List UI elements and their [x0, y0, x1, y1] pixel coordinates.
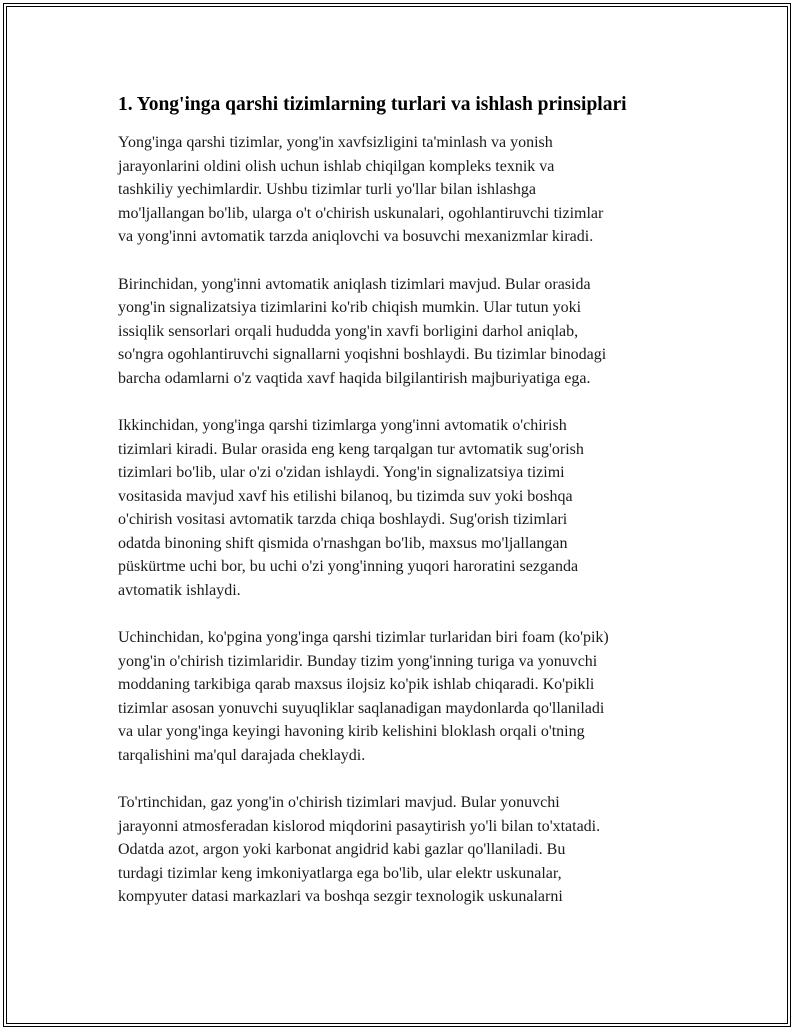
text-line: püskürtme uchi bor, bu uchi o'zi yong'inning yuqori haroratini sezganda	[118, 558, 579, 575]
text-line: odatda binoning shift qismida o'rnashgan bo'lib, maxsus mo'ljallangan	[118, 534, 568, 552]
text-line: issiqlik sensorlari orqali hududda yong'in xavfi borligini darhol aniqlab,	[118, 322, 579, 340]
text-line: Ikkinchidan, yong'inga qarshi tizimlarga yong'inni avtomatik o'chirish	[118, 417, 567, 434]
text-line: turdagi tizimlar keng imkoniyatlarga ega bo'lib, ular elektr uskunalar,	[118, 864, 562, 882]
text-line: va yong'inni avtomatik tarzda aniqlovchi va bosuvchi mexanizmlar kiradi.	[118, 228, 594, 245]
text-line: avtomatik ishlaydi.	[118, 581, 241, 599]
text-line: yong'in o'chirish tizimlaridir. Bunday tizim yong'inning turiga va yonuvchi	[118, 652, 598, 670]
text-line: tashkiliy yechimlardir. Ushbu tizimlar turli yo'llar bilan ishlashga	[118, 181, 536, 198]
text-line: To'rtinchidan, gaz yong'in o'chirish tizimlari mavjud. Bular yonuvchi	[118, 794, 560, 811]
text-line: jarayonni atmosferadan kislorod miqdorini pasaytirish yo'li bilan to'xtatadi.	[118, 817, 601, 835]
paragraph-first	[118, 273, 688, 391]
text-line: so'ngra ogohlantiruvchi signallarni yoqishni boshlaydi. Bu tizimlar binodagi	[118, 346, 607, 363]
text-line: va ular yong'inga keyingi havoning kirib kelishini bloklash orqali o'tning	[118, 723, 585, 740]
text-line: jarayonlarini oldini olish uchun ishlab chiqilgan kompleks texnik va	[118, 157, 555, 175]
text-line: mo'ljallangan bo'lib, ularga o't o'chirish uskunalari, ogohlantiruvchi tizimlar	[118, 204, 604, 222]
text-line: Odatda azot, argon yoki karbonat angidrid kabi gazlar qo'llaniladi. Bu	[118, 841, 566, 858]
text-line: Birinchidan, yong'inni avtomatik aniqlash tizimlari mavjud. Bular orasida	[118, 275, 591, 293]
text-line: tizimlari bo'lib, ular o'zi o'zidan ishlaydi. Yong'in signalizatsiya tizimi	[118, 464, 565, 481]
text-line: moddaning tarkibiga qarab maxsus ilojsiz ko'pik ishlab chiqaradi. Ko'pikli	[118, 676, 595, 693]
paragraph-fourth	[118, 791, 688, 909]
text-line: kompyuter datasi markazlari va boshqa sezgir texnologik uskunalarni	[118, 888, 563, 905]
paragraph-second	[118, 414, 688, 602]
paragraph-third	[118, 626, 688, 767]
text-line: o'chirish vositasi avtomatik tarzda chiqa boshlaydi. Sug'orish tizimlari	[118, 511, 568, 528]
text-line: vositasida mavjud xavf his etilishi bilanoq, bu tizimda suv yoki boshqa	[118, 487, 573, 505]
text-line: tizimlari kiradi. Bular orasida eng keng tarqalgan tur avtomatik sug'orish	[118, 440, 584, 458]
text-line: tizimlar asosan yonuvchi suyuqliklar saqlanadigan maydonlarda qo'llaniladi	[118, 699, 605, 717]
text-line: tarqalishini ma'qul darajada cheklaydi.	[118, 746, 366, 764]
section-title: 1. Yong'inga qarshi tizimlarning turlari va ishlash prinsiplari	[118, 94, 627, 115]
text-line: Uchinchidan, ko'pgina yong'inga qarshi tizimlar turlaridan biri foam (ko'pik)	[118, 629, 609, 646]
document-body	[118, 92, 688, 933]
paragraph-intro	[118, 131, 688, 249]
text-line: Yong'inga qarshi tizimlar, yong'in xavfsizligini ta'minlash va yonish	[118, 134, 553, 151]
text-line: yong'in signalizatsiya tizimlarini ko'rib chiqish mumkin. Ular tutun yoki	[118, 299, 582, 316]
text-line: barcha odamlarni o'z vaqtida xavf haqida bilgilantirish majburiyatiga ega.	[118, 369, 591, 387]
